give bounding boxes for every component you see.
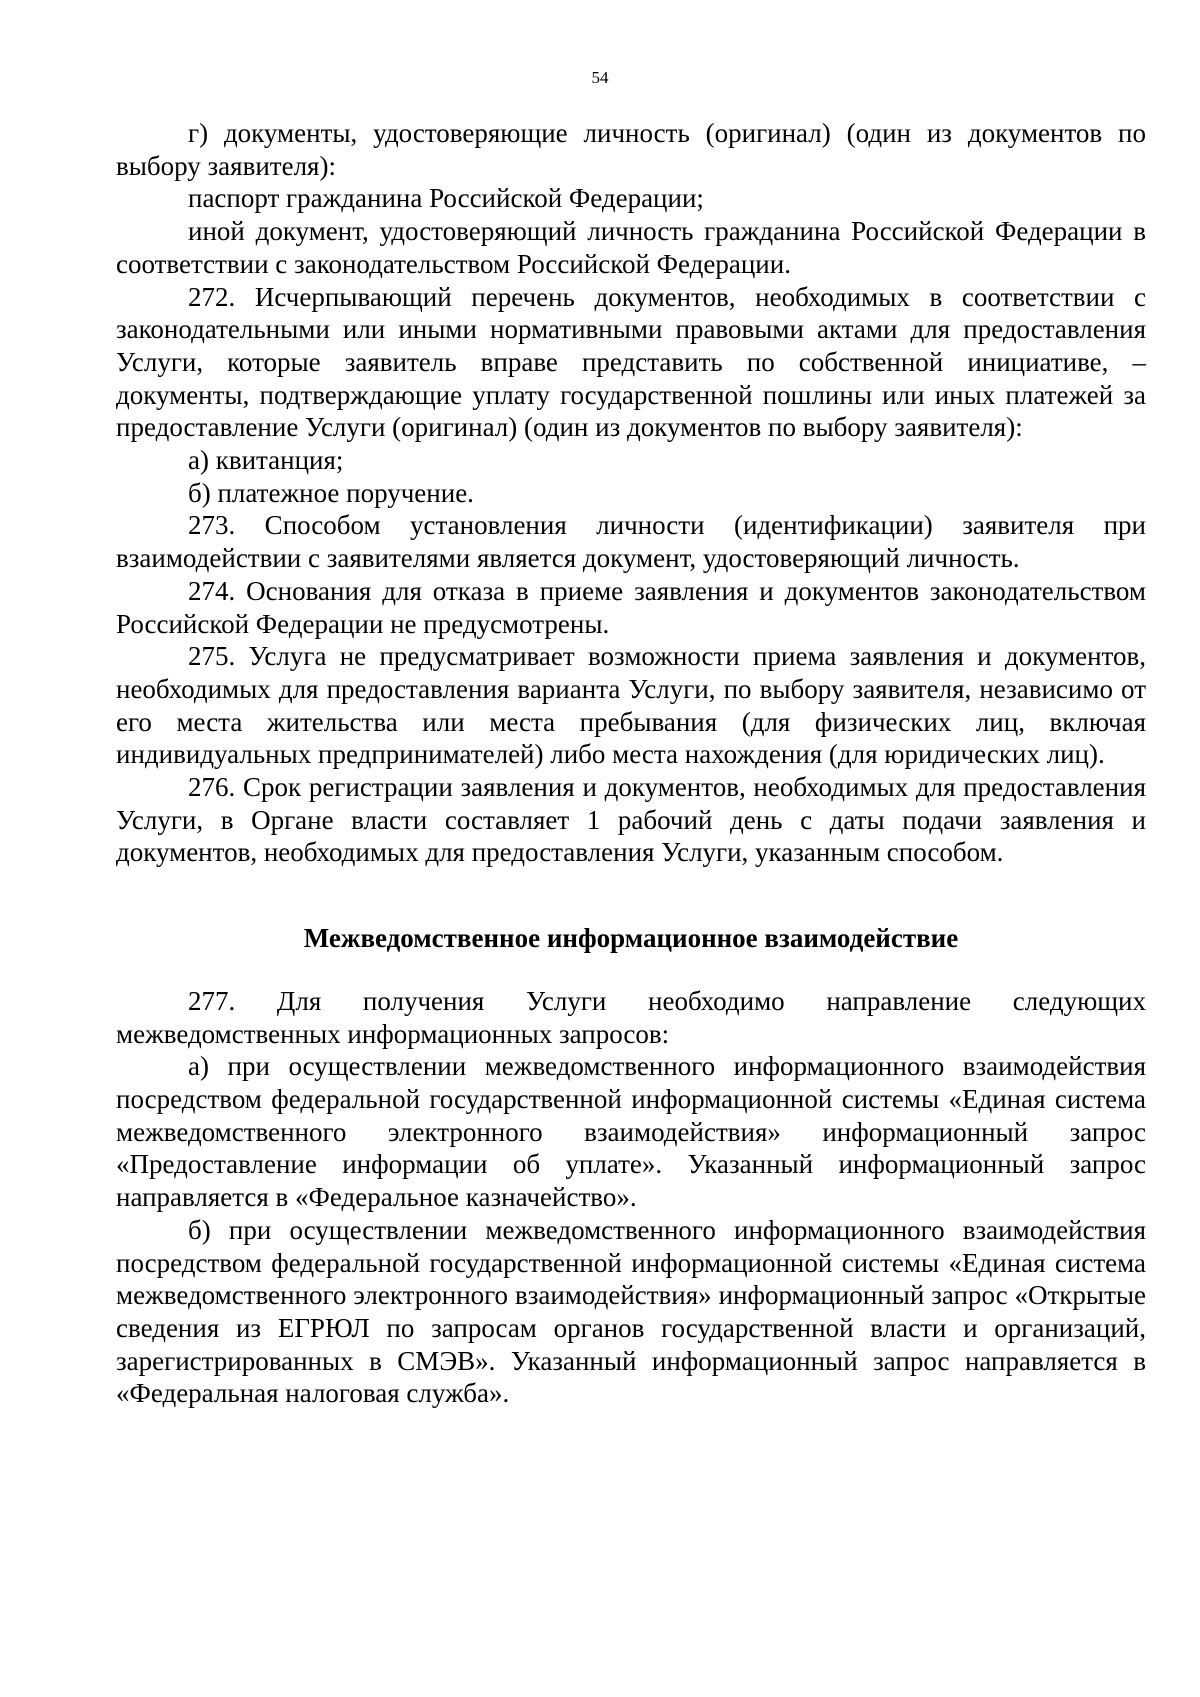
paragraph-other-id-doc: иной документ, удостоверяющий личность гражданина Российской Федерации в соответствии с законодательством Российской Федерации. bbox=[116, 216, 1146, 279]
document-body bbox=[116, 117, 1146, 1410]
paragraph-277-b: б) при осуществлении межведомственного информационного взаимодействия посредством федеральной государственной информационной системы «Единая система межведомственного электронного взаимодействия» информационный запрос «Открытые сведения из ЕГРЮЛ по запросам органов государственной власти и организаций, зарегистрированных в СМЭВ». Указанный информационный запрос направляется в «Федеральная налоговая служба». bbox=[116, 1214, 1146, 1409]
paragraph-277: 277. Для получения Услуги необходимо направление следующих межведомственных информационных запросов: bbox=[116, 985, 1146, 1049]
page-number: 54 bbox=[591, 68, 609, 87]
paragraph-272: 272. Исчерпывающий перечень документов, необходимых в соответствии с законодательными или иными нормативными правовыми актами для предоставления Услуги, которые заявитель вправе представить по собственной инициативе, – документы, подтверждающие уплату государственной пошлины или иных платежей за предоставление Услуги (оригинал) (один из документов по выбору заявителя): bbox=[116, 281, 1146, 443]
paragraph-274: 274. Основания для отказа в приеме заявления и документов законодательством Российской Федерации не предусмотрены. bbox=[116, 575, 1146, 639]
paragraph-276: 276. Срок регистрации заявления и документов, необходимых для предоставления Услуги, в Органе власти составляет 1 рабочий день с даты подачи заявления и документов, необходимых для предоставления Услуги, указанным способом. bbox=[116, 772, 1146, 868]
paragraph-275: 275. Услуга не предусматривает возможности приема заявления и документов, необходимых для предоставления варианта Услуги, по выбору заявителя, независимо от его места жительства или места пребывания (для физических лиц, включая индивидуальных предпринимателей) либо места нахождения (для юридических лиц). bbox=[116, 641, 1146, 770]
paragraph-277-a: а) при осуществлении межведомственного информационного взаимодействия посредством федеральной государственной информационной системы «Единая система межведомственного электронного взаимодействия» информационный запрос «Предоставление информации об уплате». Указанный информационный запрос направляется в «Федеральное казначейство». bbox=[116, 1051, 1146, 1213]
section-heading: Межведомственное информационное взаимодействие bbox=[303, 923, 959, 954]
paragraph-identity-docs: г) документы, удостоверяющие личность (оригинал) (один из документов по выбору заявителя): bbox=[116, 118, 1146, 181]
paragraph-273: 273. Способом установления личности (идентификации) заявителя при взаимодействии с заявителями является документ, удостоверяющий личность. bbox=[116, 510, 1146, 574]
paragraph-passport: паспорт гражданина Российской Федерации; bbox=[188, 183, 704, 214]
paragraph-payment-order: б) платежное поручение. bbox=[188, 477, 474, 508]
paragraph-receipt: а) квитанция; bbox=[188, 445, 344, 476]
